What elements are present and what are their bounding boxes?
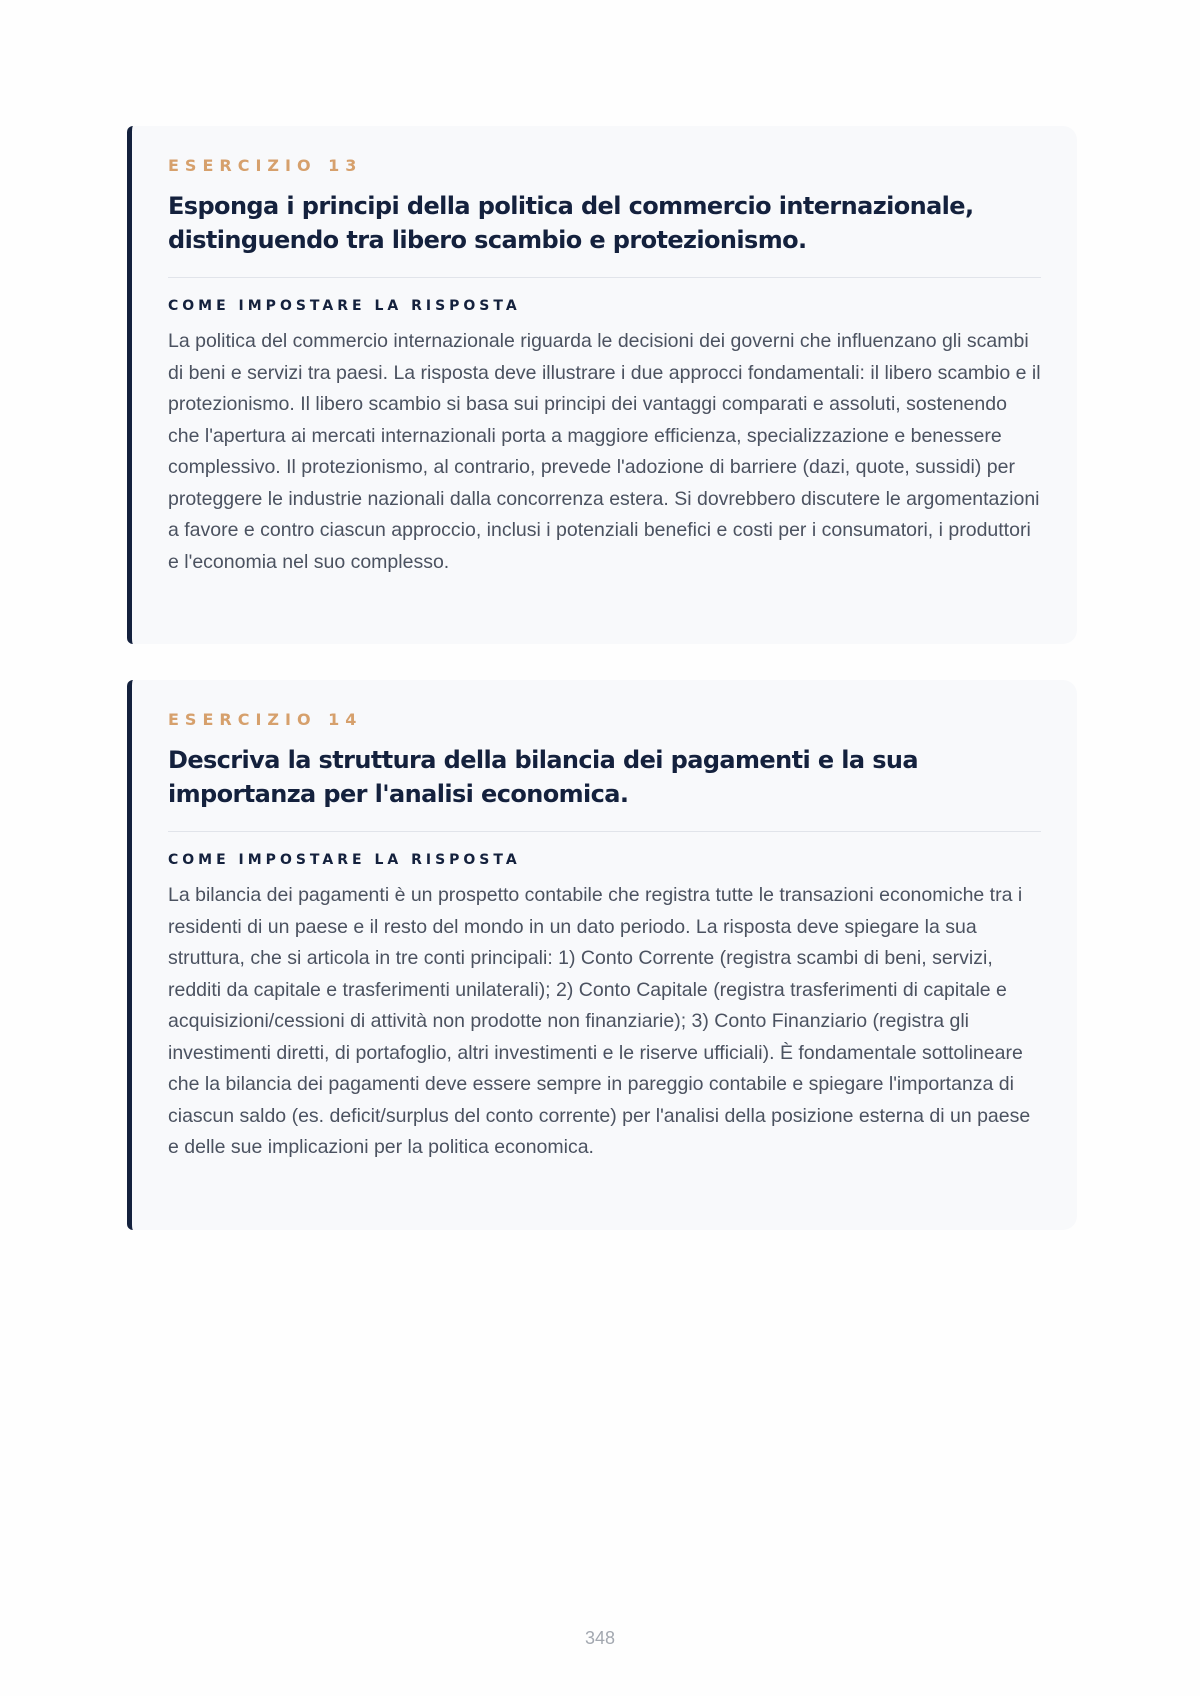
answer-guide-heading: COME IMPOSTARE LA RISPOSTA (168, 852, 521, 868)
exercise-label: ESERCIZIO 13 (168, 156, 363, 175)
answer-guide-text: La bilancia dei pagamenti è un prospetto contabile che registra tutte le transazioni economiche tra i residenti di un paese e il resto del mondo in un dato periodo. La risposta deve spiegare la sua struttura, che si articola in tre conti principali: 1) Conto Corrente (registra scambi di beni, servizi, redditi da capitale e trasferimenti unilaterali); 2) Conto Capitale (registra trasferimenti di capitale e acquisizioni/cessioni di attività non prodotte non finanziarie); 3) Conto Finanziario (registra gli investimenti diretti, di portafoglio, altri investimenti e le riserve ufficiali). È fondamentale sottolineare che la bilancia dei pagamenti deve essere sempre in pareggio contabile e spiegare l'importanza di ciascun saldo (es. deficit/surplus del conto corrente) per l'analisi della posizione esterna di un paese e delle sue implicazioni per la politica economica. (168, 884, 1031, 1158)
divider (168, 277, 1041, 278)
divider (168, 831, 1041, 832)
answer-guide-heading: COME IMPOSTARE LA RISPOSTA (168, 298, 521, 314)
exercise-label: ESERCIZIO 14 (168, 710, 363, 729)
exercise-card-13 (127, 126, 1077, 644)
exercise-card-14 (127, 680, 1077, 1230)
exercise-question: Esponga i principi della politica del commercio internazionale, distinguendo tra libero scambio e protezionismo. (168, 192, 974, 254)
page-number: 348 (584, 1628, 616, 1648)
answer-guide-text: La politica del commercio internazionale riguarda le decisioni dei governi che influenzano gli scambi di beni e servizi tra paesi. La risposta deve illustrare i due approcci fondamentali: il libero scambio e il protezionismo. Il libero scambio si basa sui principi dei vantaggi comparati e assoluti, sostenendo che l'apertura ai mercati internazionali porta a maggiore efficienza, specializzazione e benessere complessivo. Il protezionismo, al contrario, prevede l'adozione di barriere (dazi, quote, sussidi) per proteggere le industrie nazionali dalla concorrenza estera. Si dovrebbero discutere le argomentazioni a favore e contro ciascun approccio, inclusi i potenziali benefici e costi per i consumatori, i produttori e l'economia nel suo complesso. (168, 330, 1041, 573)
exercise-question: Descriva la struttura della bilancia dei pagamenti e la sua importanza per l'analisi economica. (168, 746, 919, 808)
